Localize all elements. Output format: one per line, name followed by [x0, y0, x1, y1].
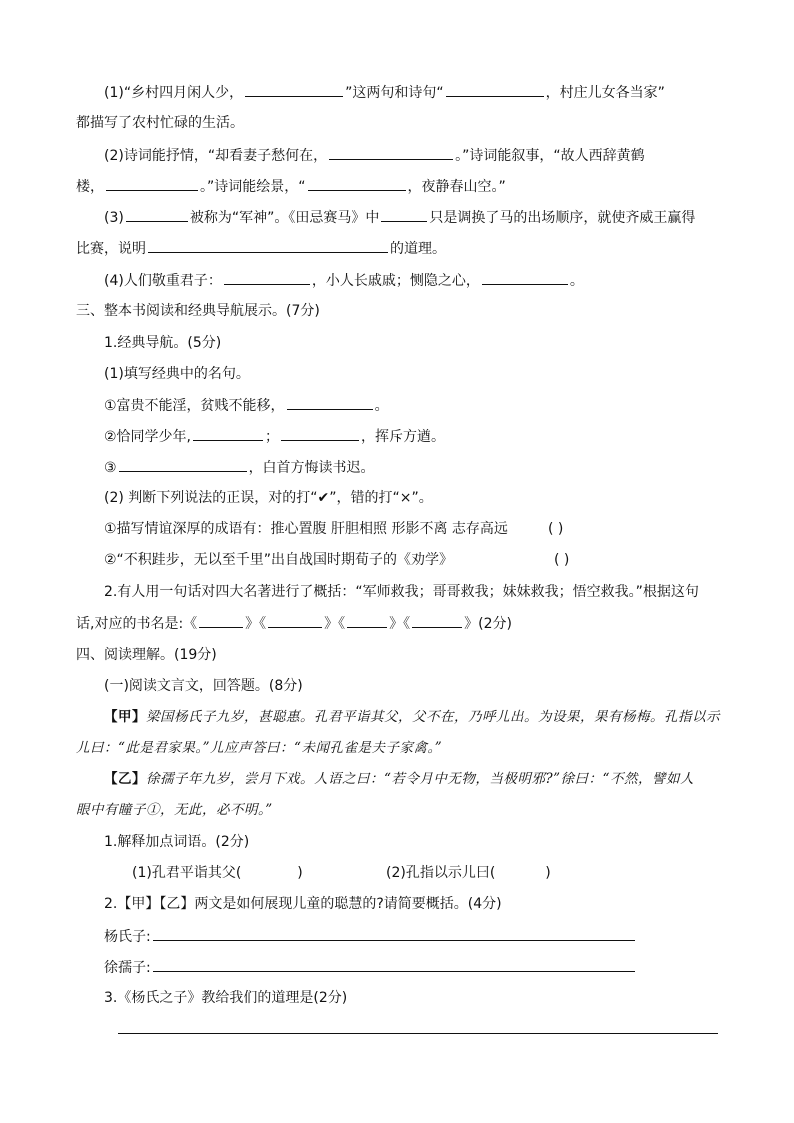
judge-1-paren[interactable]: ( ) — [548, 521, 564, 537]
text: 。”诗词能叙事，“故人西辞黄鹤 — [455, 148, 645, 164]
answer-blank[interactable] — [381, 207, 427, 222]
text: (3) — [104, 210, 124, 226]
text: ①描写情谊深厚的成语有：推心置腹 肝胆相照 形影不离 志存高远 — [104, 521, 508, 537]
s3-q1-sub1: (1)填写经典中的名句。 — [104, 366, 250, 382]
text: 只是调换了马的出场顺序，就使齐威王赢得 — [429, 210, 696, 226]
text: ，小人长戚戚；恻隐之心， — [311, 273, 480, 289]
section-4-title: 四、阅读理解。(19分) — [76, 647, 217, 663]
text: (1)“乡村四月闲人少， — [104, 85, 244, 101]
text: ，白首方悔读书迟。 — [248, 460, 375, 476]
answer-blank[interactable] — [329, 145, 453, 160]
s3-judge-1 — [104, 519, 508, 539]
s3-judge-2 — [104, 550, 453, 570]
q3-item-2-line-2 — [76, 176, 506, 197]
text: ，村庄儿女各当家” — [545, 85, 665, 101]
answer-blank[interactable] — [193, 426, 263, 441]
text: 徐孺子年九岁，尝月下戏。人语之曰：“若令月中无物，当极明邪?”徐曰：“不然，譬如人 — [146, 771, 694, 787]
text: ”这两句和诗句“ — [345, 85, 444, 101]
jia-label: 【甲】 — [104, 709, 146, 725]
answer-blank[interactable] — [148, 238, 388, 253]
s4-q1-a — [132, 863, 303, 883]
text: ，挥斥方遒。 — [361, 429, 446, 445]
s3-classic-2 — [104, 426, 445, 447]
s4-q1-b — [386, 863, 551, 883]
classical-text-yi-line-2: 眼中有瞳子①，无此，必不明。” — [76, 802, 273, 818]
s4-q2-title: 2.【甲】【乙】两文是如何展现儿童的聪慧的?请简要概括。(4分) — [104, 896, 502, 912]
text: ； — [265, 429, 280, 445]
text: 。 — [374, 398, 389, 414]
s3-q1-title: 1.经典导航。(5分) — [104, 335, 222, 351]
text: ②“不积跬步，无以至千里”出自战国时期荀子的《劝学》 — [104, 552, 454, 568]
answer-blank[interactable] — [245, 82, 343, 97]
s3-q1-sub2: (2) 判断下列说法的正误，对的打“✔”，错的打“×”。 — [104, 490, 433, 506]
answer-blank[interactable] — [308, 176, 406, 191]
classical-text-jia-line-1 — [104, 707, 720, 727]
classical-text-yi-line-1 — [104, 769, 694, 789]
text: 楼， — [76, 179, 104, 195]
s4-q3-title: 3.《杨氏之子》教给我们的道理是(2分) — [104, 990, 348, 1006]
text: ②恰同学少年, — [104, 429, 192, 445]
text: ) — [545, 865, 551, 881]
text: ③ — [104, 460, 117, 476]
text: (4)人们敬重君子： — [104, 273, 222, 289]
s3-q2-line-1: 2.有人用一句话对四大名著进行了概括：“军师救我；哥哥救我；妹妹救我；悟空救我。”根据这句 — [104, 584, 699, 600]
classical-text-jia-line-2: 儿曰：“此是君家果。”儿应声答曰：“未闻孔雀是夫子家禽。” — [76, 740, 443, 756]
text: 》《 — [324, 616, 346, 632]
q3-item-1-line-1 — [104, 82, 665, 103]
answer-blank[interactable] — [119, 457, 247, 472]
text: 。”诗词能绘景，“ — [200, 179, 306, 195]
answer-blank[interactable] — [446, 82, 544, 97]
answer-blank[interactable] — [199, 613, 243, 628]
text: 杨氏子: — [104, 929, 151, 945]
answer-line[interactable] — [153, 926, 635, 941]
answer-line[interactable] — [153, 957, 635, 972]
text: 》《 — [389, 616, 411, 632]
s4-q2-xu — [104, 957, 637, 978]
q3-item-3-line-1 — [104, 207, 695, 228]
answer-blank[interactable] — [106, 176, 198, 191]
text: 。 — [569, 273, 584, 289]
yi-label: 【乙】 — [104, 771, 146, 787]
answer-blank[interactable] — [268, 613, 322, 628]
s4-part-1-title: (一)阅读文言文，回答题。(8分) — [104, 678, 303, 694]
text: (1)孔君平诣其父( — [132, 865, 242, 881]
answer-blank[interactable] — [224, 270, 310, 285]
q3-item-3-line-2 — [76, 238, 446, 259]
text: 》《 — [245, 616, 267, 632]
s3-classic-3 — [104, 457, 375, 478]
text: ①富贵不能淫，贫贱不能移， — [104, 398, 285, 414]
s3-q2-line-2 — [76, 613, 512, 634]
answer-blank[interactable] — [281, 426, 359, 441]
q3-item-4 — [104, 270, 584, 291]
text: (2)孔指以示儿曰( — [386, 865, 496, 881]
text: ) — [297, 865, 303, 881]
answer-blank[interactable] — [287, 395, 373, 410]
s3-classic-1 — [104, 395, 389, 416]
text: 梁国杨氏子九岁，甚聪惠。孔君平诣其父，父不在，乃呼儿出。为设果，果有杨梅。孔指以示 — [146, 709, 720, 725]
text: 比赛，说明 — [76, 241, 146, 257]
section-3-title: 三、整本书阅读和经典导航展示。(7分) — [76, 303, 320, 319]
s4-q2-yang — [104, 926, 637, 947]
text: 被称为“军神”。《田忌赛马》中 — [189, 210, 380, 226]
answer-blank[interactable] — [347, 613, 387, 628]
answer-blank[interactable] — [126, 207, 188, 222]
answer-line[interactable] — [118, 1033, 718, 1034]
text: ，夜静春山空。” — [407, 179, 506, 195]
text: 的道理。 — [390, 241, 446, 257]
q3-item-1-line-2: 都描写了农村忙碌的生活。 — [76, 115, 244, 131]
q3-item-2-line-1 — [104, 145, 645, 166]
judge-2-paren[interactable]: ( ) — [554, 552, 570, 568]
s4-q1-title: 1.解释加点词语。(2分) — [104, 834, 250, 850]
text: 话,对应的书名是:《 — [76, 616, 198, 632]
text: (2)诗词能抒情，“却看妻子愁何在， — [104, 148, 328, 164]
answer-blank[interactable] — [412, 613, 462, 628]
text: 》(2分) — [464, 616, 513, 632]
answer-blank[interactable] — [482, 270, 568, 285]
text: 徐孺子: — [104, 960, 151, 976]
